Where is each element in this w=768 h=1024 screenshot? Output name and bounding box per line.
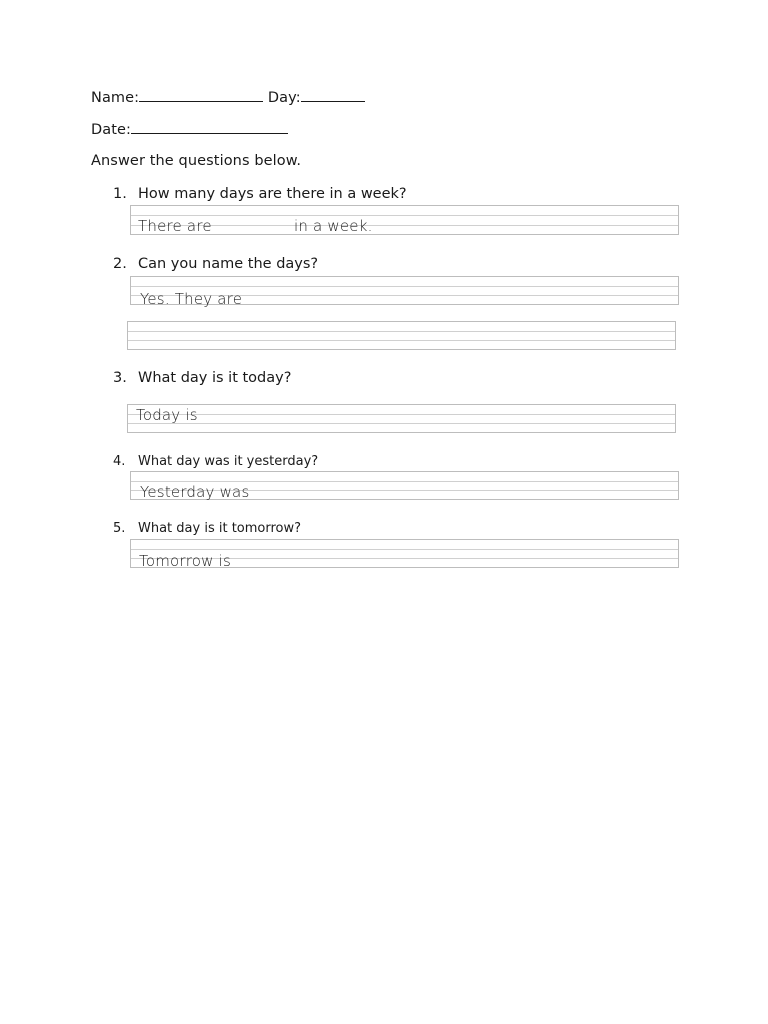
answer-lines-3[interactable] (127, 404, 676, 433)
date-label: Date: (91, 122, 132, 138)
day-label: Day: (267, 90, 301, 106)
question-number: 2. (113, 256, 127, 272)
name-day-row (91, 88, 365, 106)
question-1 (113, 186, 407, 202)
question-text: What day is it today? (138, 370, 292, 386)
date-row (91, 120, 288, 138)
date-blank[interactable] (131, 120, 288, 134)
answer-prompt-3: Today is (136, 406, 198, 424)
question-text: How many days are there in a week? (138, 186, 407, 202)
question-5 (113, 521, 302, 536)
answer-prompt-4: Yesterday was (140, 483, 250, 501)
name-blank[interactable] (139, 88, 263, 102)
question-3 (113, 370, 292, 386)
name-label: Name: (91, 90, 140, 106)
question-number: 4. (113, 454, 126, 469)
answer-lines-1[interactable] (130, 205, 679, 235)
answer-prompt-1 (138, 217, 212, 235)
question-text: What day was it yesterday? (138, 454, 319, 469)
answer-prompt-2: Yes. They are (140, 290, 243, 308)
question-number: 1. (113, 186, 127, 202)
question-number: 3. (113, 370, 127, 386)
question-text: Can you name the days? (138, 256, 319, 272)
day-blank[interactable] (301, 88, 365, 102)
answer-text-before: There are (138, 217, 212, 235)
question-text: What day is it tomorrow? (138, 521, 302, 536)
answer-prompt-1-end: in a week. (294, 217, 373, 235)
question-2 (113, 256, 319, 272)
answer-lines-2b[interactable] (127, 321, 676, 350)
answer-prompt-5: Tomorrow is (139, 552, 231, 570)
question-4 (113, 454, 319, 469)
instructions: Answer the questions below. (91, 153, 302, 169)
question-number: 5. (113, 521, 126, 536)
